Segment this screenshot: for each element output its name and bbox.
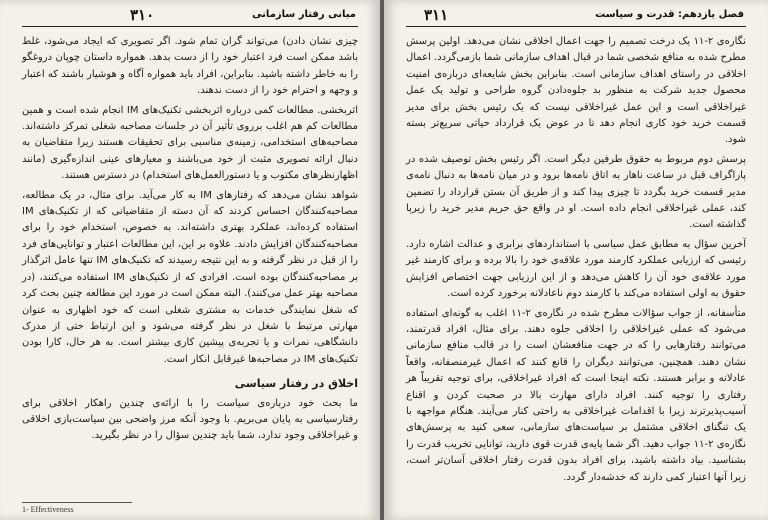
right-page-number: ۳۱۱ <box>424 6 449 24</box>
paragraph: نگاره‌ی ۲-۱۱ یک درخت تصمیم را جهت اعمال اخلاقی نشان می‌دهد. اولین پرسش مطرح شده به منافع شخصی شما در قبال اهداف سازمانی شما بازمی‌گردد. اعمال اخلاقی در راستای اهداف سازمانی است. بنابراین بخش شایعه‌ای درباره‌ی امنیت محصول جدید شرکت به منظور بد جلوه‌دادن گروه طراحی و تولید یک عمل غیراخلاقی است و این عمل غیراخلاقی نیست که یک رئیس بخش برای مدیر قسمت خرید خود کاری انجام دهد تا در عوض یک قرارداد حیاتی سریع‌تر بسته شود. <box>406 36 746 146</box>
footnote-text: 1- Effectiveness <box>22 505 74 514</box>
footnote-rule <box>22 502 132 503</box>
left-header-rule <box>22 26 358 27</box>
paragraph: متأسفانه، از جواب سؤالات مطرح شده در نگاره‌ی ۲-۱۱ اغلب به گونه‌ای استفاده می‌شود که عملی غیراخلاقی را اخلاقی جلوه دهند. برای مثال، افراد قدرتمند، می‌توانند رفتارهایی را که در جهت منافعشان است را در قالب منافع سازمانی نشان دهند. همچنین، می‌توانند دیگران را قانع کنند که اعمال غیرمنصفانه، واقعاً عادلانه و برابر هستند. نکته اینجا است که افراد غیراخلاقی، برای توجیه تقریباً هر رفتاری را توجیه کنند. افراد دارای مهارت بالا در صحبت کردن و اقناع آسیب‌پذیرترند زیرا با اقدامات غیراخلاقی به راحتی کنار می‌آیند. هنگام مواجهه با یک تنگنای اخلاقی مشتمل بر سیاست‌های سازمانی، سعی کنید به پرسش‌های نگاره‌ی ۲-۱۱ جواب دهید. اگر شما پایه‌ی قدرت قوی دارید، توانایی تخریب قدرت را بشناسید. بیاد داشته باشید، برای افراد بدون قدرت رفتار اخلاقی آسان‌تر است، زیرا آنها اعتبار کمی دارند که خدشه‌دار گردد. <box>406 307 746 483</box>
paragraph: پرسش دوم مربوط به حقوق طرفین دیگر است. اگر رئیس بخش توصیف شده در پاراگراف قبل در ساعت ناهار به اتاق نامه‌ها برود و در میان نامه‌ها به دنبال نامه‌ی مدیر قسمت خرید بگردد تا چیزی پیدا کند و از طریق آن بستن قرارداد را تضمین کند، عملی غیراخلاقی انجام داده است. او در واقع حق حریم مدیر خرید را زیرپا گذاشته است. <box>406 153 746 231</box>
right-header-rule <box>406 26 746 27</box>
paragraph: شواهد نشان می‌دهد که رفتارهای IM به کار می‌آید. برای مثال، در یک مطالعه، مصاحبه‌کنندگان احساس کردند که آن دسته از متقاضیانی که از تکنیک‌های IM استفاده کرده‌اند، عملکرد بهتری داشته‌اند. به خصوص، استخدام خود را برای مصاحبه‌کنندگان افزایش دادند. علاوه بر این، این مطالعات اعتبار و توانایی‌های فرد را از قبل در نظر گرفته و به این نتیجه رسیدند که تکنیک‌های IM تنها عامل اثرگذار بر مصاحبه‌کنندگان بوده است. افرادی که از تکنیک‌های IM استفاده می‌کنند، (در مصاحبه بهتر عمل می‌کنند). البته ممکن است در مورد این مطالعه چنین بحث کرد که شغل نمایندگی خدمات به مشتری شغلی است که خود اظهاری به عنوان مهارتی مرتبط با شغل در نظر گرفته می‌شود و این ارتباط حتی از مدرک دانشگاهی، نمرات و یا تجربه‌ی پیشین کاری بیشتر است. به هر حال، کارا بودن تکنیک‌های IM در مصاحبه‌ها غیرقابل انکار است. <box>22 189 359 365</box>
right-page-body <box>406 34 746 496</box>
right-page <box>384 0 768 520</box>
left-page-number: ۳۱۰ <box>130 6 155 24</box>
footnote <box>22 502 162 514</box>
left-page-body <box>22 34 358 496</box>
left-page-header <box>0 6 380 26</box>
left-running-title: مبانی رفتار سازمانی <box>252 9 356 20</box>
section-heading: اخلاق در رفتار سیاسی <box>234 377 358 391</box>
left-page <box>0 0 380 520</box>
right-running-title: فصل یازدهم: قدرت و سیاست <box>595 9 744 20</box>
paragraph: چیزی نشان دادن) می‌تواند گران تمام شود. اگر تصویری که ایجاد می‌شود، غلط باشد ممکن است فرد اعتبار خود را از دست بدهد. همواره داستان چوپان دروغگو را به خاطر داشته باشید. بنابراین، افراد باید همواره آگاه و هوشیار باشند که اعتبار و وجهه و احترام خود را از دست ندهند. <box>22 36 358 97</box>
paragraph: اثربخشی. مطالعات کمی درباره اثربخشی تکنیک‌های IM انجام شده است و همین مطالعات کم هم اغلب برروی تأثیر آن در جلسات مصاحبه شغلی تمرکز داشته‌اند. مصاحبه‌های استخدامی، زمینه‌ی مناسبی برای تحقیقات هستند زیرا متقاضیان به دنبال ارائه تصویری مثبت از خود می‌باشند و معیارهای عینی اندازه‌گیری (مانند اظهارنظرهای مکتوب و یا دستورالعمل‌های استخدام) در دسترس هستند. <box>22 104 358 182</box>
paragraph: ما بحث خود درباره‌ی سیاست را با ارائه‌ی چندین راهکار اخلاقی برای رفتارسیاسی به پایان می‌بریم. با وجود آنکه مرز واضحی بین سیاست‌بازی اخلاقی و غیراخلاقی وجود ندارد، شما باید چندین سؤال را در نظر بگیرید. <box>22 397 358 442</box>
right-page-header <box>384 6 768 26</box>
paragraph: آخرین سؤال به مطابق عمل سیاسی با استانداردهای برابری و عدالت اشاره دارد. رئیسی که ارزیابی عملکرد کارمند مورد علاقه‌ی خود را بالا برده و برای کارمند غیر مورد علاقه‌ی خود آن را کاهش می‌دهد و از این ارزیابی جهت اختصاص افزایش حقوق به اولی استفاده می‌کند با کارمند دوم ناعادلانه برخورد کرده است. <box>406 238 746 300</box>
